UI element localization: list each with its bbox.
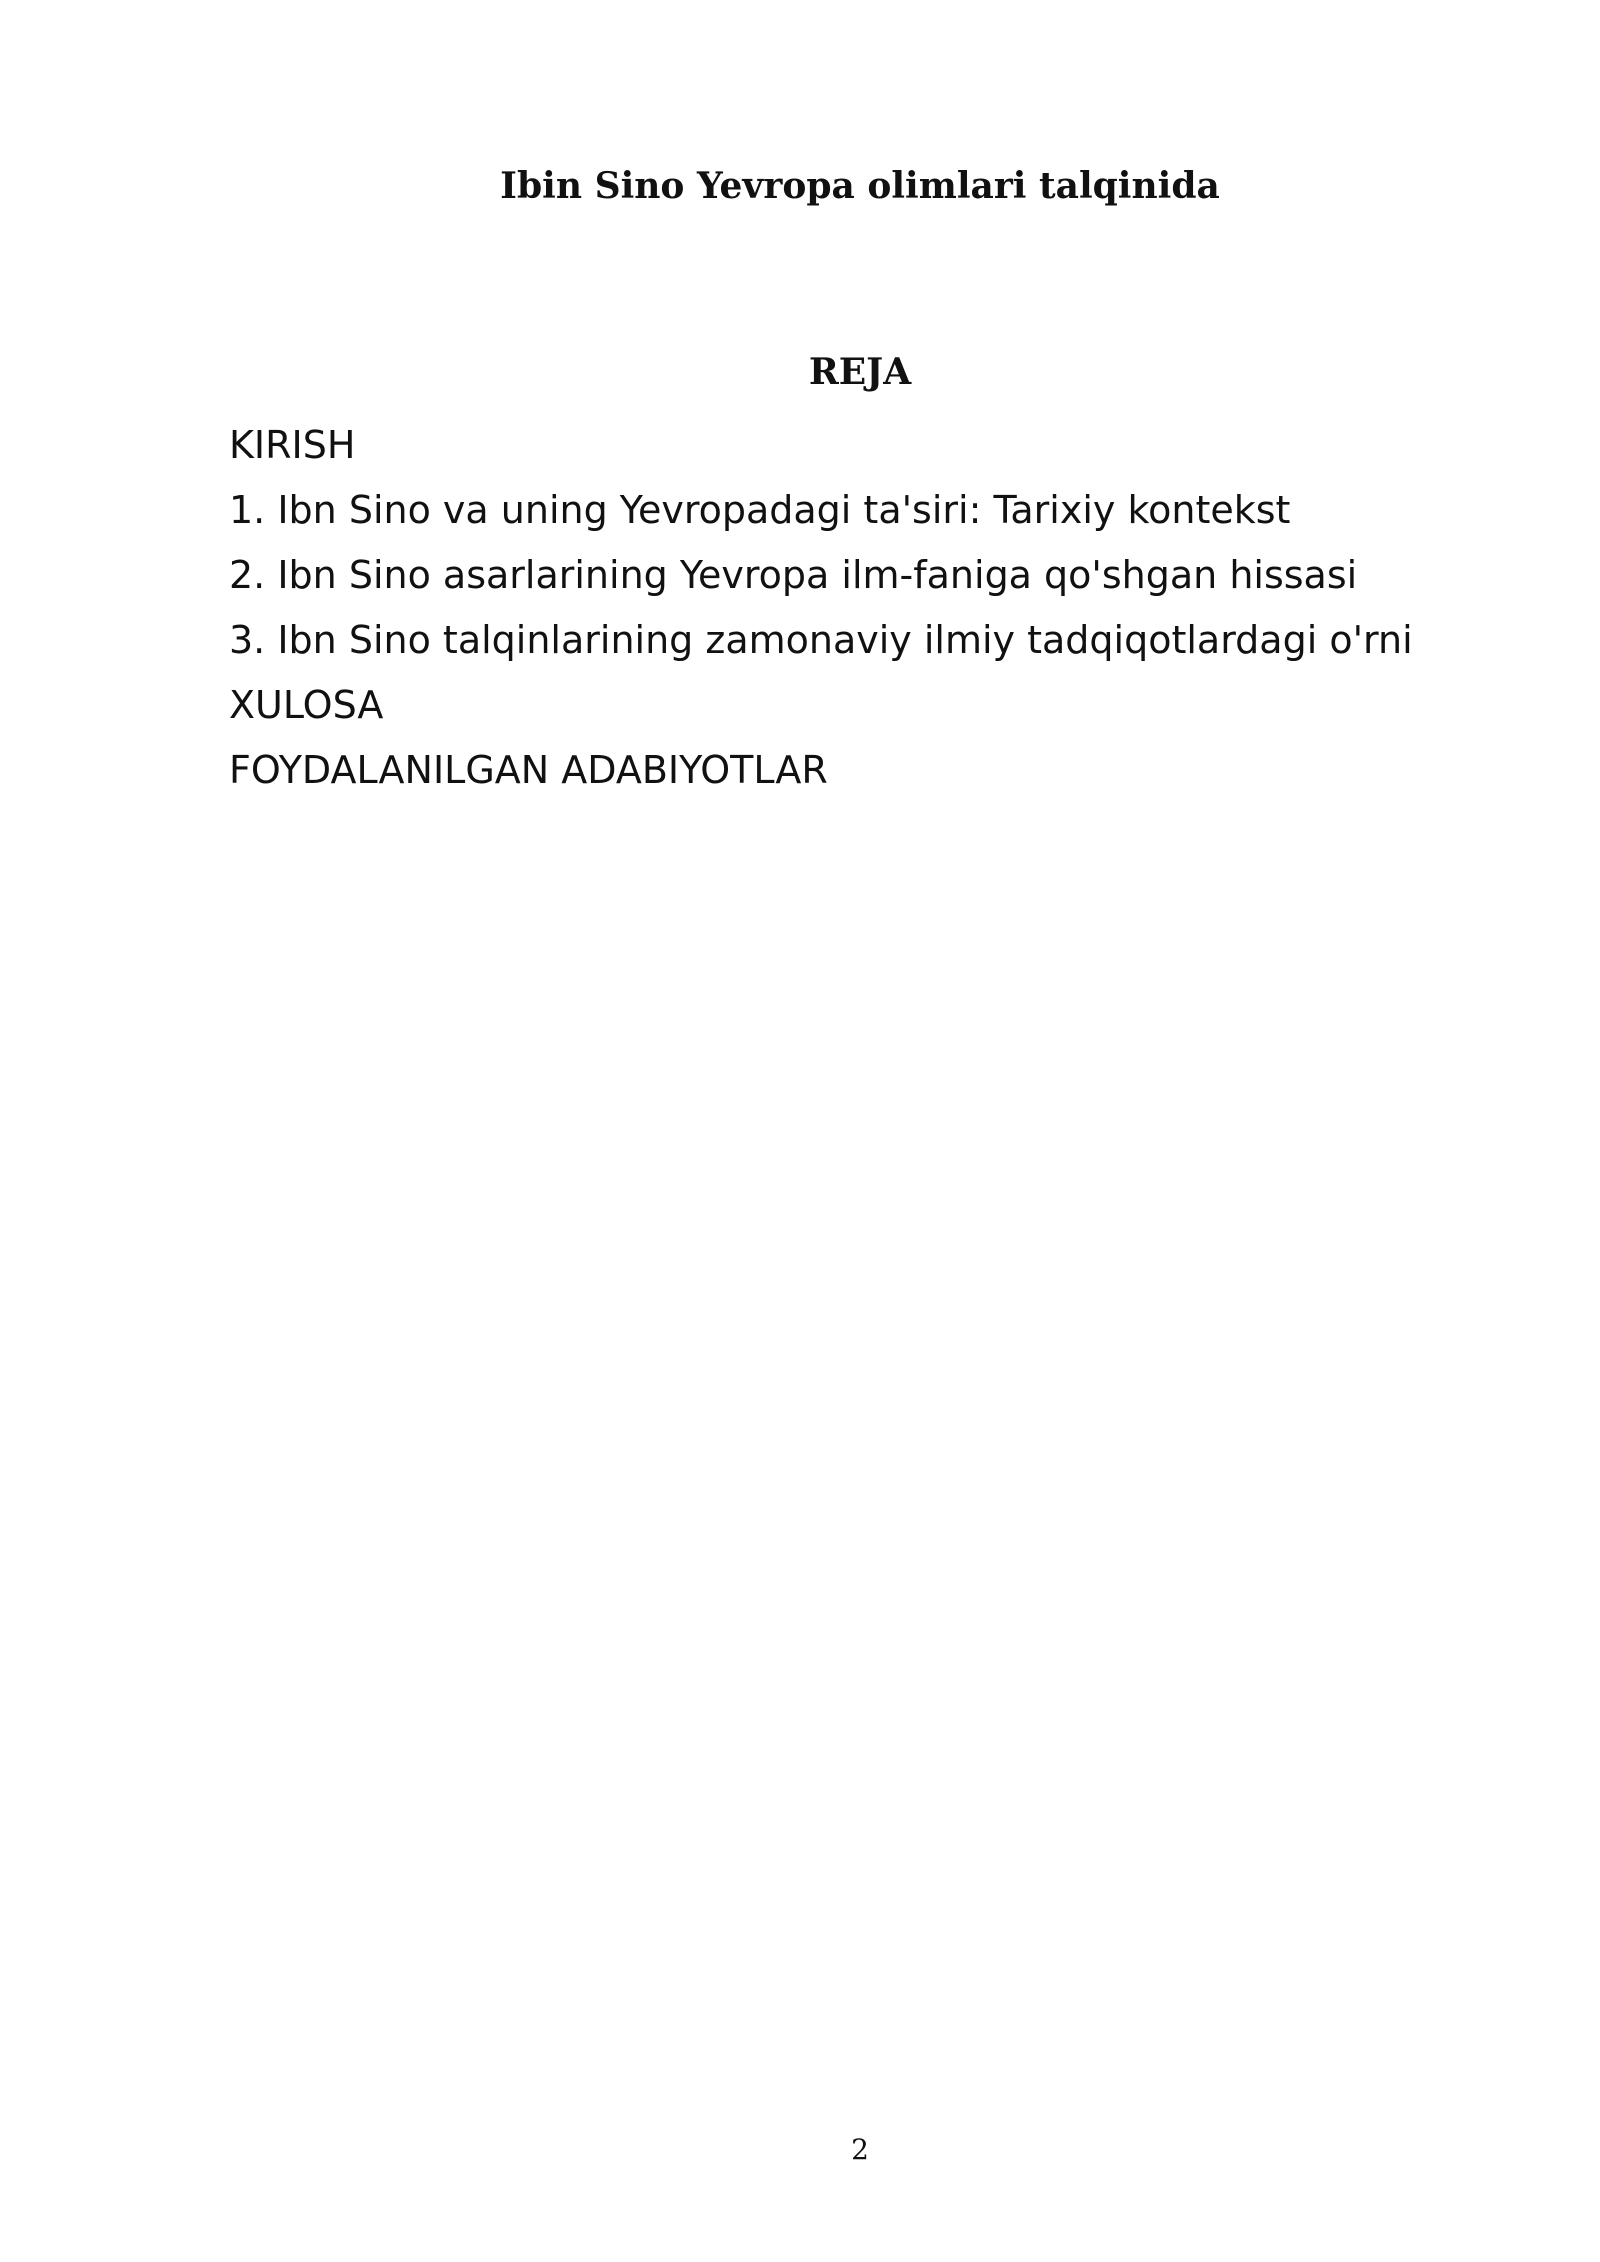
plan-item-introduction: KIRISH <box>229 423 356 467</box>
plan-item-conclusion: XULOSA <box>229 683 384 727</box>
document-title: Ibin Sino Yevropa olimlari talqinida <box>500 165 1220 207</box>
plan-item-2: 2. Ibn Sino asarlarining Yevropa ilm-faniga qo'shgan hissasi <box>229 553 1358 597</box>
plan-item-1: 1. Ibn Sino va uning Yevropadagi ta'siri: Tarixiy kontekst <box>229 488 1291 532</box>
plan-list <box>229 413 1413 803</box>
page-number: 2 <box>851 2133 869 2166</box>
plan-item-references: FOYDALANILGAN ADABIYOTLAR <box>229 748 828 792</box>
plan-heading: REJA <box>808 351 912 393</box>
plan-item-3: 3. Ibn Sino talqinlarining zamonaviy ilmiy tadqiqotlardagi o'rni <box>229 618 1413 662</box>
